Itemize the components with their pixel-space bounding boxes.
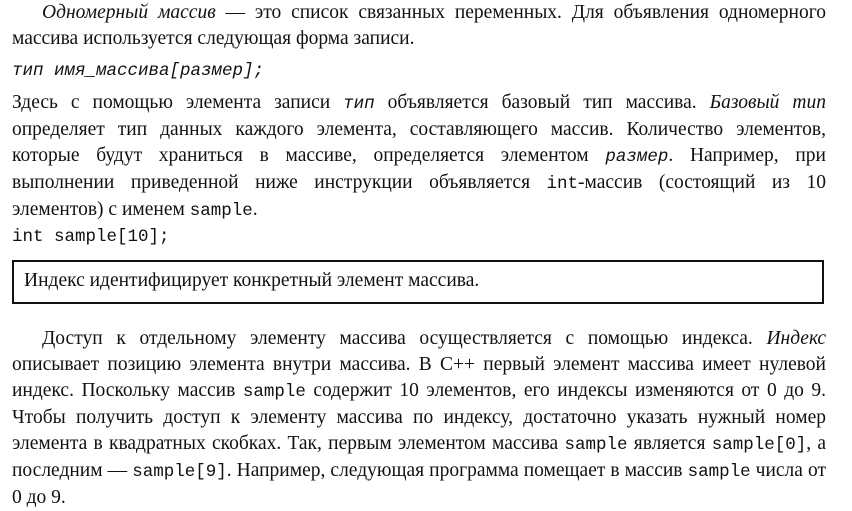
inline-code-size: размер [605, 147, 669, 167]
inline-code-int: int [546, 174, 579, 194]
paragraph-text: Доступ к отдельному элементу массива осуществляется с помощью индекса. [42, 328, 767, 349]
book-page [12, 0, 826, 511]
code-declaration: int sample[10]; [12, 227, 170, 247]
paragraph-definition [12, 0, 826, 52]
paragraph-text: — это список связанных переменных. Для объявления одномерного массива используется следующая форма записи. [12, 2, 826, 49]
inline-code-sample: sample [564, 435, 628, 455]
inline-code-sample: sample [687, 462, 751, 482]
paragraph-text: Здесь с помощью элемента записи [12, 92, 344, 113]
inline-code-type: тип [343, 94, 375, 114]
syntax-line: тип имя_массива[размер]; [12, 61, 265, 81]
term-index: Индекс [766, 328, 826, 349]
paragraph-explanation [12, 90, 826, 224]
paragraph-text: -массив (состоящий из 10 элементов) с именем [12, 172, 826, 220]
inline-code-sample-0: sample[0] [711, 435, 807, 455]
paragraph-text: . Например, следующая программа помещает в массив [226, 460, 688, 481]
paragraph-text: . [252, 199, 258, 220]
term-base-type: Базовый тип [709, 92, 826, 113]
key-point-box: Индекс идентифицирует конкретный элемент массива. [12, 260, 824, 304]
paragraph-text: содержит 10 элементов, его индексы изменяются от 0 до 9. Чтобы получить доступ к элементу массива по индексу, достаточно указать нужный номер элемента в квадратных скобках. Так, первым элементом массива [12, 380, 826, 454]
paragraph-text: определяет тип данных каждого элемента, составляющего массив. Количество элементов, которые будут храниться в массиве, определяется элементом [12, 119, 826, 166]
inline-code-sample: sample [242, 382, 306, 402]
paragraph-text: объявляется базовый тип массива. [374, 92, 710, 113]
paragraph-text: , а последним — [12, 433, 826, 481]
inline-code-sample: sample [189, 201, 253, 221]
paragraph-text: описывает позицию элемента внутри массива. В C++ первый элемент массива имеет нулевой индекс. Поскольку массив [12, 354, 826, 401]
paragraph-text: числа от 0 до 9. [12, 460, 826, 508]
paragraph-text: . Например, при выполнении приведенной ниже инструкции объявляется [12, 145, 826, 193]
term-one-dim-array: Одномерный массив [42, 2, 216, 23]
inline-code-sample-9: sample[9] [132, 462, 227, 482]
paragraph-text: является [627, 433, 712, 454]
paragraph-index [12, 326, 826, 511]
